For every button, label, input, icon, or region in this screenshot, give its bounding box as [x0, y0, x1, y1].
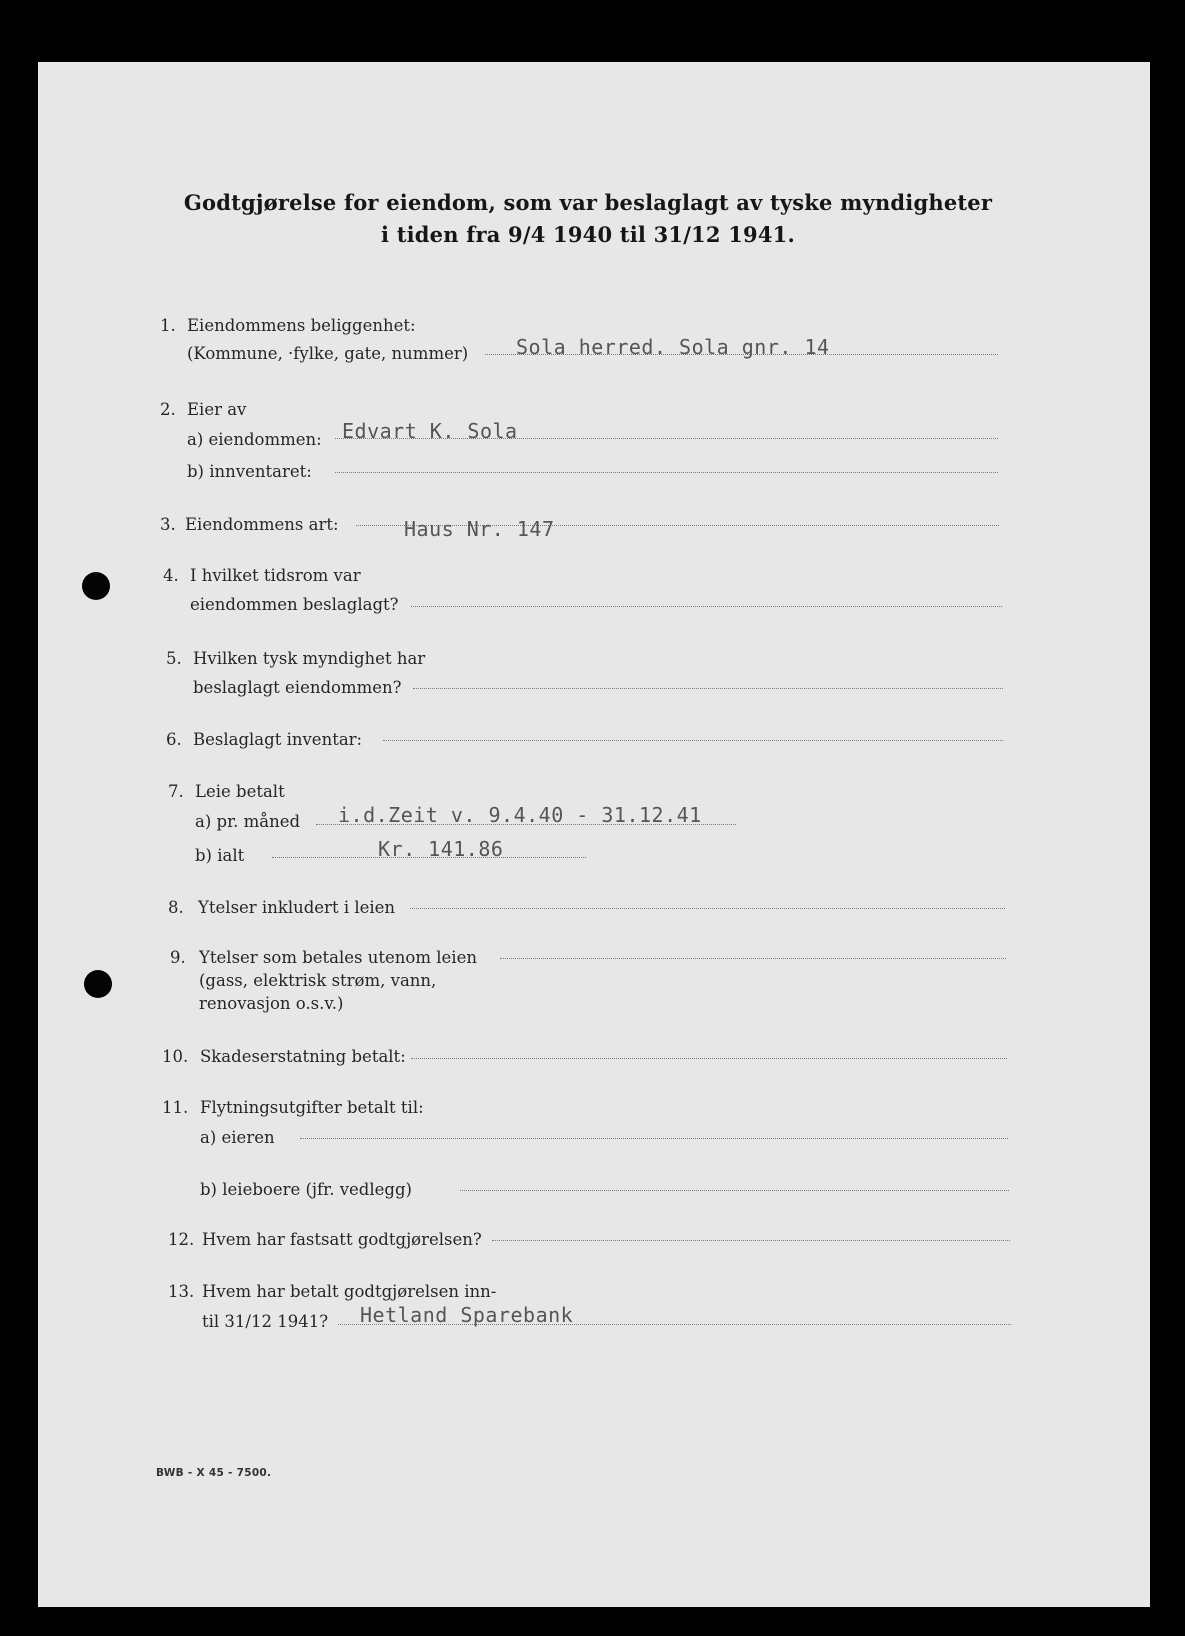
item-9-number: 9. — [170, 948, 186, 967]
item-4-number: 4. — [163, 566, 179, 585]
item-8-number: 8. — [168, 898, 184, 917]
item-11a-label: a) eieren — [200, 1128, 275, 1147]
item-5-answer-line — [413, 688, 1003, 689]
item-13-label-line-2: til 31/12 1941? — [202, 1312, 329, 1331]
item-9-label-line-1: Ytelser som betales utenom leien — [199, 948, 477, 967]
item-5-number: 5. — [166, 649, 182, 668]
item-4-answer-line — [411, 606, 1002, 607]
punch-hole-top — [82, 572, 110, 600]
item-3-label: Eiendommens art: — [185, 515, 339, 534]
item-8-label: Ytelser inkludert i leien — [198, 898, 396, 917]
item-7-number: 7. — [168, 782, 184, 801]
form-title-line-2: i tiden fra 9/4 1940 til 31/12 1941. — [381, 222, 795, 247]
item-13-answer[interactable]: Hetland Sparebank — [360, 1303, 574, 1327]
item-2a-label: a) eiendommen: — [187, 430, 322, 449]
item-12-answer-line — [492, 1240, 1010, 1241]
item-11-label: Flytningsutgifter betalt til: — [200, 1098, 424, 1117]
form-sheet — [38, 62, 1150, 1607]
item-13-number: 13. — [168, 1282, 195, 1301]
form-print-code: BWB - X 45 - 7500. — [156, 1467, 272, 1479]
item-7b-answer[interactable]: Kr. 141.86 — [378, 837, 504, 861]
item-2-label: Eier av — [187, 400, 247, 419]
item-5-label-line-1: Hvilken tysk myndighet har — [193, 649, 426, 668]
item-7a-answer[interactable]: i.d.Zeit v. 9.4.40 - 31.12.41 — [338, 803, 702, 827]
item-9-label-line-2: (gass, elektrisk strøm, vann, — [199, 971, 437, 990]
item-1-label-line-1: Eiendommens beliggenhet: — [187, 316, 416, 335]
item-9-answer-line — [500, 958, 1006, 959]
item-6-number: 6. — [166, 730, 182, 749]
item-7b-label: b) ialt — [195, 846, 245, 865]
item-1-answer[interactable]: Sola herred. Sola gnr. 14 — [516, 335, 830, 359]
item-11b-answer-line — [460, 1190, 1009, 1191]
item-2b-label: b) innventaret: — [187, 462, 312, 481]
item-11b-label: b) leieboere (jfr. vedlegg) — [200, 1180, 412, 1199]
item-12-number: 12. — [168, 1230, 195, 1249]
item-7a-label: a) pr. måned — [195, 812, 301, 831]
item-5-label-line-2: beslaglagt eiendommen? — [193, 678, 402, 697]
item-10-label: Skadeserstatning betalt: — [200, 1047, 406, 1066]
item-10-answer-line — [411, 1058, 1007, 1059]
item-9-label-line-3: renovasjon o.s.v.) — [199, 994, 344, 1013]
item-2-number: 2. — [160, 400, 176, 419]
item-13-label-line-1: Hvem har betalt godtgjørelsen inn- — [202, 1282, 497, 1301]
item-1-label-line-2: (Kommune, ·fylke, gate, nummer) — [187, 344, 469, 363]
item-4-label-line-1: I hvilket tidsrom var — [190, 566, 361, 585]
item-8-answer-line — [410, 908, 1005, 909]
item-3-number: 3. — [160, 515, 176, 534]
form-title-line-1: Godtgjørelse for eiendom, som var beslaglagt av tyske myndigheter — [183, 190, 993, 215]
item-11a-answer-line — [300, 1138, 1008, 1139]
item-11-number: 11. — [162, 1098, 189, 1117]
item-10-number: 10. — [162, 1047, 189, 1066]
item-7-label: Leie betalt — [195, 782, 285, 801]
item-1-number: 1. — [160, 316, 176, 335]
item-4-label-line-2: eiendommen beslaglagt? — [190, 595, 399, 614]
item-2a-answer[interactable]: Edvart K. Sola — [342, 419, 518, 443]
punch-hole-bottom — [84, 970, 112, 998]
item-6-label: Beslaglagt inventar: — [193, 730, 363, 749]
item-12-label: Hvem har fastsatt godtgjørelsen? — [202, 1230, 482, 1249]
item-2b-answer-line — [335, 472, 998, 473]
item-3-answer[interactable]: Haus Nr. 147 — [404, 517, 555, 541]
item-6-answer-line — [383, 740, 1003, 741]
